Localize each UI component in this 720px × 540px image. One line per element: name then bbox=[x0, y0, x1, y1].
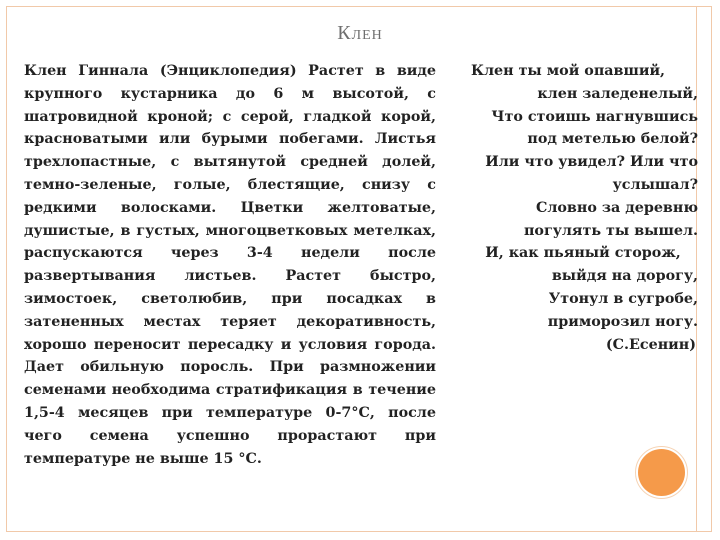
encyclopedia-text bbox=[24, 60, 436, 470]
slide-frame-right-strip bbox=[696, 6, 714, 532]
encyclopedia-paragraph: Клен Гиннала (Энциклопедия) Растет в виде крупного кустарника до 6 м высотой, с шатровидной кроной; с серой, гладкой корой, красноватыми или бурыми побегами. Листья трехлопастные, с вытянутой средней долей, темно-зеленые, голые, блестящие, снизу с редкими волосками. Цветки желтоватые, душистые, в густых, многоцветковых метелках, распускаются через 3-4 недели после развертывания листьев. Растет быстро, зимостоек, светолюбив, при посадках в затененных местах теряет декоративность, хорошо переносит пересадку и условия города. Дает обильную поросль. При размножении семенами необходима стратификация в течение 1,5-4 месяцев при температуре 0-7°С, после чего семена успешно прорастают при температуре не выше 15 °С. bbox=[24, 63, 436, 467]
poem-line: Или что увидел? Или что bbox=[485, 154, 698, 171]
poem bbox=[428, 60, 698, 356]
poem-line: Что стоишь нагнувшись bbox=[491, 108, 698, 125]
poem-author: (С.Есенин) bbox=[605, 336, 696, 353]
poem-line: услышал? bbox=[612, 176, 698, 193]
poem-line: погулять ты вышел. bbox=[523, 222, 698, 239]
poem-line: выйдя на дорогу, bbox=[551, 268, 698, 285]
decorative-orange-circle bbox=[638, 449, 685, 496]
poem-line: под метелью белой? bbox=[527, 131, 698, 148]
poem-line: приморозил ногу. bbox=[547, 313, 698, 330]
poem-line: клен заледенелый, bbox=[537, 85, 698, 102]
poem-line: Словно за деревню bbox=[535, 199, 698, 216]
poem-line: Утонул в сугробе, bbox=[548, 290, 698, 307]
poem-line: И, как пьяный сторож, bbox=[485, 245, 681, 262]
poem-line: Клен ты мой опавший, bbox=[470, 63, 666, 79]
slide-title: Клен bbox=[337, 22, 383, 44]
